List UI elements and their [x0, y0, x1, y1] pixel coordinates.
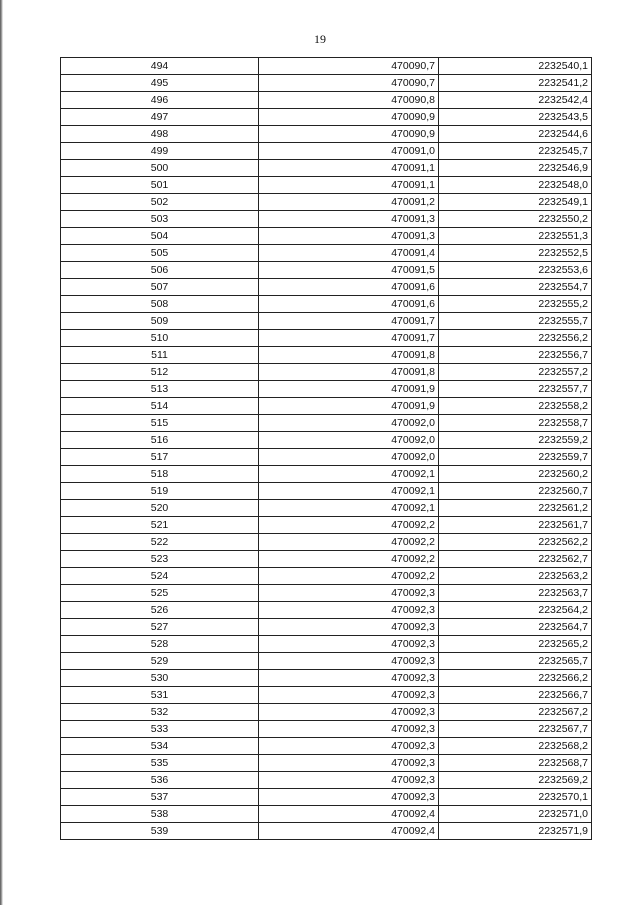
page-number: 19 [314, 32, 326, 46]
y-coordinate-cell: 2232548,0 [439, 177, 592, 194]
table-row [61, 211, 592, 228]
x-coordinate-cell: 470091,6 [259, 296, 439, 313]
point-number-cell: 515 [61, 415, 259, 432]
y-coordinate-cell: 2232562,2 [439, 534, 592, 551]
point-number-cell: 513 [61, 381, 259, 398]
x-coordinate-cell: 470091,9 [259, 381, 439, 398]
x-coordinate-cell: 470090,9 [259, 126, 439, 143]
table-row [61, 245, 592, 262]
x-coordinate-cell: 470092,3 [259, 602, 439, 619]
y-coordinate-cell: 2232558,7 [439, 415, 592, 432]
point-number-cell: 527 [61, 619, 259, 636]
table-row [61, 143, 592, 160]
y-coordinate-cell: 2232559,7 [439, 449, 592, 466]
table-row [61, 126, 592, 143]
y-coordinate-cell: 2232563,7 [439, 585, 592, 602]
y-coordinate-cell: 2232553,6 [439, 262, 592, 279]
x-coordinate-cell: 470091,9 [259, 398, 439, 415]
table-row [61, 704, 592, 721]
y-coordinate-cell: 2232567,7 [439, 721, 592, 738]
table-row [61, 228, 592, 245]
table-row [61, 738, 592, 755]
x-coordinate-cell: 470092,3 [259, 755, 439, 772]
x-coordinate-cell: 470091,3 [259, 211, 439, 228]
table-row [61, 330, 592, 347]
point-number-cell: 517 [61, 449, 259, 466]
point-number-cell: 516 [61, 432, 259, 449]
x-coordinate-cell: 470091,4 [259, 245, 439, 262]
table-row [61, 313, 592, 330]
y-coordinate-cell: 2232543,5 [439, 109, 592, 126]
point-number-cell: 509 [61, 313, 259, 330]
y-coordinate-cell: 2232545,7 [439, 143, 592, 160]
point-number-cell: 529 [61, 653, 259, 670]
point-number-cell: 521 [61, 517, 259, 534]
table-row [61, 279, 592, 296]
table-row [61, 755, 592, 772]
coordinates-table [60, 57, 592, 840]
table-row [61, 415, 592, 432]
x-coordinate-cell: 470091,8 [259, 364, 439, 381]
point-number-cell: 504 [61, 228, 259, 245]
point-number-cell: 495 [61, 75, 259, 92]
x-coordinate-cell: 470092,3 [259, 619, 439, 636]
x-coordinate-cell: 470092,2 [259, 534, 439, 551]
point-number-cell: 512 [61, 364, 259, 381]
x-coordinate-cell: 470092,0 [259, 449, 439, 466]
table-row [61, 177, 592, 194]
point-number-cell: 519 [61, 483, 259, 500]
binding-shadow [0, 0, 3, 905]
point-number-cell: 525 [61, 585, 259, 602]
table-row [61, 619, 592, 636]
point-number-cell: 507 [61, 279, 259, 296]
point-number-cell: 534 [61, 738, 259, 755]
table-row [61, 585, 592, 602]
table-row [61, 449, 592, 466]
y-coordinate-cell: 2232559,2 [439, 432, 592, 449]
x-coordinate-cell: 470091,6 [259, 279, 439, 296]
table-row [61, 534, 592, 551]
table-row [61, 194, 592, 211]
table-row [61, 398, 592, 415]
y-coordinate-cell: 2232564,2 [439, 602, 592, 619]
y-coordinate-cell: 2232555,7 [439, 313, 592, 330]
y-coordinate-cell: 2232571,9 [439, 823, 592, 840]
y-coordinate-cell: 2232562,7 [439, 551, 592, 568]
point-number-cell: 530 [61, 670, 259, 687]
y-coordinate-cell: 2232565,7 [439, 653, 592, 670]
x-coordinate-cell: 470092,3 [259, 721, 439, 738]
x-coordinate-cell: 470091,7 [259, 330, 439, 347]
y-coordinate-cell: 2232550,2 [439, 211, 592, 228]
x-coordinate-cell: 470091,1 [259, 177, 439, 194]
point-number-cell: 538 [61, 806, 259, 823]
y-coordinate-cell: 2232561,2 [439, 500, 592, 517]
x-coordinate-cell: 470091,5 [259, 262, 439, 279]
y-coordinate-cell: 2232542,4 [439, 92, 592, 109]
x-coordinate-cell: 470092,3 [259, 687, 439, 704]
table-row [61, 636, 592, 653]
point-number-cell: 536 [61, 772, 259, 789]
table-row [61, 789, 592, 806]
y-coordinate-cell: 2232551,3 [439, 228, 592, 245]
table-row [61, 670, 592, 687]
y-coordinate-cell: 2232557,7 [439, 381, 592, 398]
point-number-cell: 508 [61, 296, 259, 313]
x-coordinate-cell: 470091,0 [259, 143, 439, 160]
x-coordinate-cell: 470091,8 [259, 347, 439, 364]
point-number-cell: 535 [61, 755, 259, 772]
table-row [61, 500, 592, 517]
point-number-cell: 539 [61, 823, 259, 840]
point-number-cell: 500 [61, 160, 259, 177]
x-coordinate-cell: 470092,4 [259, 823, 439, 840]
table-row [61, 517, 592, 534]
point-number-cell: 537 [61, 789, 259, 806]
point-number-cell: 532 [61, 704, 259, 721]
x-coordinate-cell: 470090,8 [259, 92, 439, 109]
x-coordinate-cell: 470091,1 [259, 160, 439, 177]
y-coordinate-cell: 2232556,7 [439, 347, 592, 364]
y-coordinate-cell: 2232563,2 [439, 568, 592, 585]
table-row [61, 381, 592, 398]
point-number-cell: 523 [61, 551, 259, 568]
point-number-cell: 497 [61, 109, 259, 126]
table-row [61, 772, 592, 789]
y-coordinate-cell: 2232541,2 [439, 75, 592, 92]
table-row [61, 296, 592, 313]
y-coordinate-cell: 2232568,2 [439, 738, 592, 755]
x-coordinate-cell: 470090,7 [259, 58, 439, 75]
x-coordinate-cell: 470092,3 [259, 670, 439, 687]
y-coordinate-cell: 2232555,2 [439, 296, 592, 313]
point-number-cell: 511 [61, 347, 259, 364]
x-coordinate-cell: 470092,0 [259, 415, 439, 432]
point-number-cell: 520 [61, 500, 259, 517]
table-row [61, 364, 592, 381]
point-number-cell: 501 [61, 177, 259, 194]
y-coordinate-cell: 2232540,1 [439, 58, 592, 75]
y-coordinate-cell: 2232568,7 [439, 755, 592, 772]
point-number-cell: 510 [61, 330, 259, 347]
x-coordinate-cell: 470092,2 [259, 551, 439, 568]
y-coordinate-cell: 2232565,2 [439, 636, 592, 653]
table-row [61, 721, 592, 738]
coordinates-table-body [61, 58, 592, 840]
x-coordinate-cell: 470092,3 [259, 636, 439, 653]
y-coordinate-cell: 2232564,7 [439, 619, 592, 636]
point-number-cell: 531 [61, 687, 259, 704]
point-number-cell: 518 [61, 466, 259, 483]
x-coordinate-cell: 470092,0 [259, 432, 439, 449]
x-coordinate-cell: 470090,9 [259, 109, 439, 126]
x-coordinate-cell: 470092,3 [259, 772, 439, 789]
x-coordinate-cell: 470092,3 [259, 585, 439, 602]
y-coordinate-cell: 2232556,2 [439, 330, 592, 347]
x-coordinate-cell: 470091,7 [259, 313, 439, 330]
x-coordinate-cell: 470092,3 [259, 704, 439, 721]
point-number-cell: 494 [61, 58, 259, 75]
table-row [61, 653, 592, 670]
table-row [61, 806, 592, 823]
point-number-cell: 524 [61, 568, 259, 585]
point-number-cell: 526 [61, 602, 259, 619]
point-number-cell: 503 [61, 211, 259, 228]
y-coordinate-cell: 2232571,0 [439, 806, 592, 823]
point-number-cell: 506 [61, 262, 259, 279]
table-row [61, 92, 592, 109]
y-coordinate-cell: 2232552,5 [439, 245, 592, 262]
point-number-cell: 528 [61, 636, 259, 653]
table-row [61, 602, 592, 619]
table-row [61, 466, 592, 483]
point-number-cell: 522 [61, 534, 259, 551]
table-row [61, 432, 592, 449]
x-coordinate-cell: 470092,2 [259, 568, 439, 585]
point-number-cell: 498 [61, 126, 259, 143]
x-coordinate-cell: 470092,3 [259, 738, 439, 755]
y-coordinate-cell: 2232566,2 [439, 670, 592, 687]
y-coordinate-cell: 2232567,2 [439, 704, 592, 721]
table-row [61, 568, 592, 585]
table-row [61, 483, 592, 500]
table-row [61, 109, 592, 126]
x-coordinate-cell: 470092,3 [259, 789, 439, 806]
x-coordinate-cell: 470092,4 [259, 806, 439, 823]
y-coordinate-cell: 2232560,2 [439, 466, 592, 483]
y-coordinate-cell: 2232544,6 [439, 126, 592, 143]
y-coordinate-cell: 2232560,7 [439, 483, 592, 500]
point-number-cell: 533 [61, 721, 259, 738]
x-coordinate-cell: 470091,2 [259, 194, 439, 211]
point-number-cell: 496 [61, 92, 259, 109]
x-coordinate-cell: 470092,3 [259, 653, 439, 670]
point-number-cell: 505 [61, 245, 259, 262]
table-row [61, 262, 592, 279]
table-row [61, 551, 592, 568]
x-coordinate-cell: 470092,1 [259, 483, 439, 500]
y-coordinate-cell: 2232557,2 [439, 364, 592, 381]
x-coordinate-cell: 470091,3 [259, 228, 439, 245]
y-coordinate-cell: 2232570,1 [439, 789, 592, 806]
point-number-cell: 499 [61, 143, 259, 160]
table-row [61, 75, 592, 92]
point-number-cell: 514 [61, 398, 259, 415]
table-row [61, 58, 592, 75]
x-coordinate-cell: 470092,1 [259, 466, 439, 483]
y-coordinate-cell: 2232569,2 [439, 772, 592, 789]
y-coordinate-cell: 2232561,7 [439, 517, 592, 534]
x-coordinate-cell: 470092,2 [259, 517, 439, 534]
y-coordinate-cell: 2232546,9 [439, 160, 592, 177]
table-row [61, 160, 592, 177]
table-row [61, 687, 592, 704]
point-number-cell: 502 [61, 194, 259, 211]
y-coordinate-cell: 2232554,7 [439, 279, 592, 296]
y-coordinate-cell: 2232549,1 [439, 194, 592, 211]
x-coordinate-cell: 470090,7 [259, 75, 439, 92]
y-coordinate-cell: 2232558,2 [439, 398, 592, 415]
y-coordinate-cell: 2232566,7 [439, 687, 592, 704]
table-row [61, 823, 592, 840]
table-row [61, 347, 592, 364]
x-coordinate-cell: 470092,1 [259, 500, 439, 517]
